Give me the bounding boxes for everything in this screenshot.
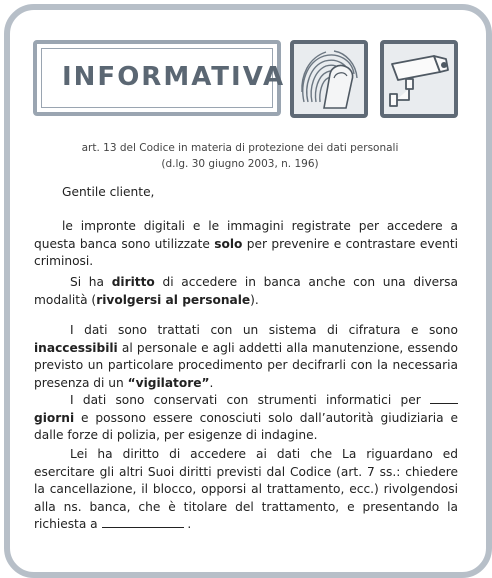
p2-bold-diritto: diritto (111, 275, 155, 289)
security-camera-icon (384, 44, 454, 114)
p3-bold-vigilatore: “vigilatore” (127, 375, 210, 390)
paragraph-access-rights (34, 446, 458, 534)
paragraph-encryption (34, 322, 458, 392)
legal-reference-line-1: art. 13 del Codice in materia di protezione dei dati personali (81, 142, 399, 154)
p1-bold: solo (214, 236, 243, 251)
paragraph-rights (34, 274, 458, 309)
retention-days-blank (430, 392, 458, 404)
p2-text-e: ). (250, 292, 259, 307)
p4-bold-giorni: giorni (34, 410, 75, 425)
fingerprint-icon-box (290, 40, 368, 118)
p3-text-c: al personale e agli addetti alla manutenzione, essendo previsto un particolare procedimento per decifrarli con la necessaria presenza di un (34, 340, 458, 390)
p5-text-b: . (187, 517, 192, 531)
request-recipient-blank (102, 516, 184, 528)
legal-reference (70, 140, 410, 172)
paragraph-retention (34, 392, 458, 445)
p3-text-a: I dati sono trattati con un sistema di cifratura e sono (70, 323, 458, 337)
p2-text-c: di accedere in banca anche con una diversa modalità ( (34, 275, 458, 307)
p3-bold-inaccessibili: inaccessibili (34, 340, 118, 355)
fingerprint-icon (294, 44, 364, 114)
p5-text-a: Lei ha diritto di accedere ai dati che La riguardano ed esercitare gli altri Suoi diritti previsti dal Codice (art. 7 ss.: chiedere la cancellazione, il blocco, opporsi al trattamento, ecc.) rivolgendosi alla ns. banca, che è titolare del trattamento, e presentando la richiesta a (34, 447, 458, 531)
p4-text-a: I dati sono conservati con strumenti informatici per (70, 393, 430, 407)
p2-bold-personale: rivolgersi al personale (96, 292, 251, 307)
security-camera-icon-box (380, 40, 458, 118)
p2-text-a: Si ha (70, 275, 112, 289)
paragraph-purpose (34, 218, 458, 271)
p4-text-c: e possono essere conosciuti solo dall’autorità giudiziaria e dalle forze di polizia, per esigenze di indagine. (34, 410, 458, 442)
greeting-text: Gentile cliente, (62, 185, 155, 199)
title-box (33, 40, 286, 116)
p3-text-e: . (209, 375, 214, 390)
legal-reference-line-2: (d.lg. 30 giugno 2003, n. 196) (161, 158, 319, 170)
p1-text-c: per prevenire e contrastare eventi criminosi. (34, 236, 459, 268)
page-title: INFORMATIVA (62, 62, 286, 92)
greeting (34, 184, 458, 202)
p1-text-a: le impronte digitali e le immagini registrate per accedere a questa banca sono utilizzate (34, 219, 458, 251)
